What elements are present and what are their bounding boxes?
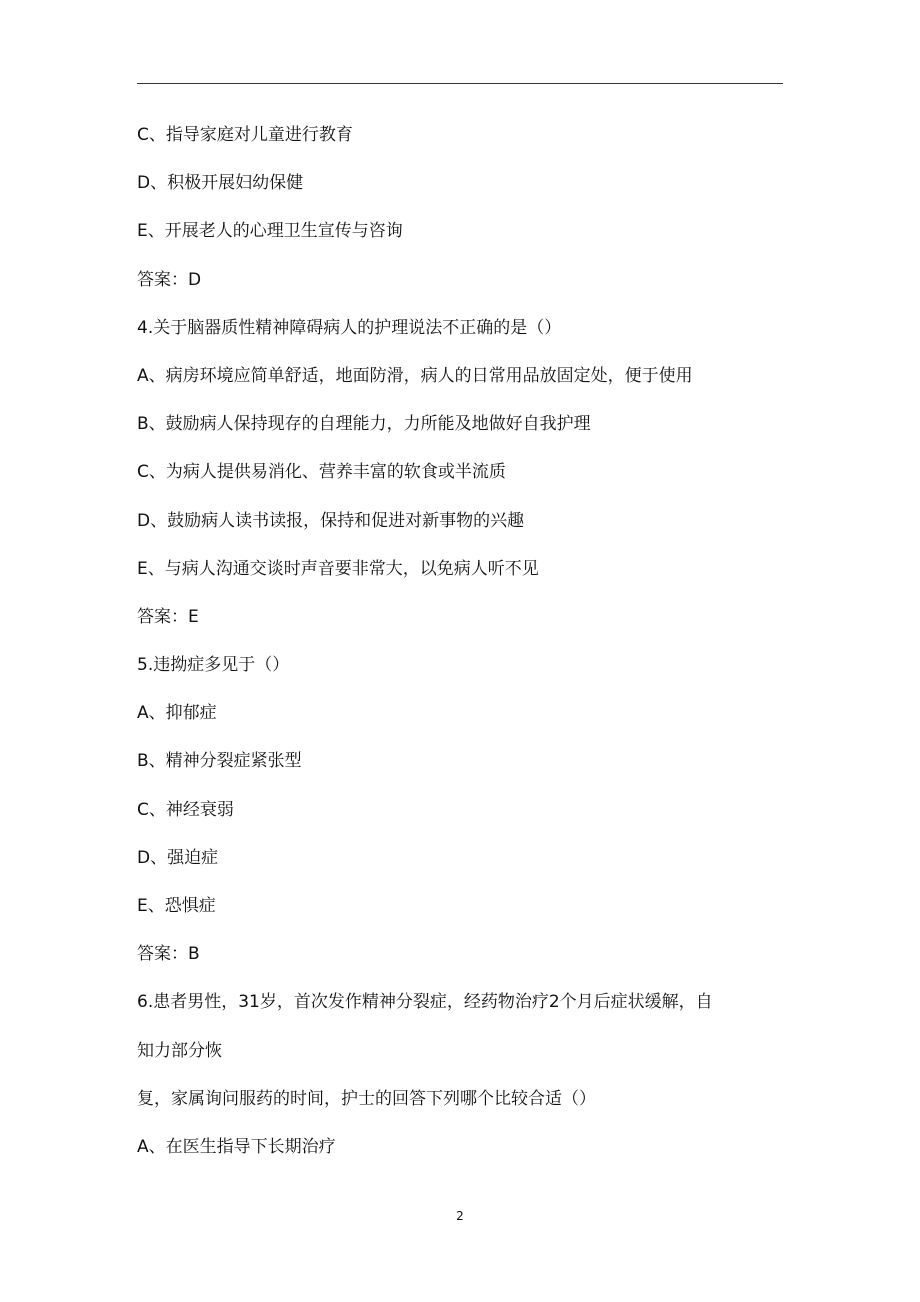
answer-line: 答案：D bbox=[137, 269, 202, 290]
option-line: A、在医生指导下长期治疗 bbox=[137, 1136, 336, 1157]
answer-line: 答案：E bbox=[137, 606, 199, 627]
option-line: D、鼓励病人读书读报，保持和促进对新事物的兴趣 bbox=[137, 510, 525, 531]
option-line: A、抑郁症 bbox=[137, 703, 217, 724]
option-line: A、病房环境应简单舒适，地面防滑，病人的日常用品放固定处，便于使用 bbox=[137, 365, 693, 386]
question-line: 复，家属询问服药的时间，护士的回答下列哪个比较合适（） bbox=[137, 1088, 596, 1109]
option-line: E、与病人沟通交谈时声音要非常大，以免病人听不见 bbox=[137, 558, 539, 579]
option-line: E、开展老人的心理卫生宣传与咨询 bbox=[137, 221, 403, 242]
page-number: 2 bbox=[456, 1209, 464, 1223]
option-line: E、恐惧症 bbox=[137, 896, 216, 916]
option-line: B、精神分裂症紧张型 bbox=[137, 751, 302, 772]
option-line: B、鼓励病人保持现存的自理能力，力所能及地做好自我护理 bbox=[137, 414, 591, 435]
option-line: C、为病人提供易消化、营养丰富的软食或半流质 bbox=[137, 462, 506, 483]
question-line: 知力部分恢 bbox=[137, 1040, 222, 1061]
option-line: C、神经衰弱 bbox=[137, 799, 234, 820]
question-line: 6.患者男性，31岁，首次发作精神分裂症，经药物治疗2个月后症状缓解，自 bbox=[137, 992, 713, 1013]
option-line: D、强迫症 bbox=[137, 847, 219, 868]
answer-line: 答案：B bbox=[137, 944, 200, 965]
option-line: D、积极开展妇幼保健 bbox=[137, 173, 304, 194]
header-rule bbox=[137, 83, 783, 84]
document-body bbox=[137, 120, 787, 1180]
question-line: 4.关于脑器质性精神障碍病人的护理说法不正确的是（） bbox=[137, 317, 562, 338]
option-line: C、指导家庭对儿童进行教育 bbox=[137, 125, 353, 145]
question-line: 5.违拗症多见于（） bbox=[137, 655, 290, 676]
